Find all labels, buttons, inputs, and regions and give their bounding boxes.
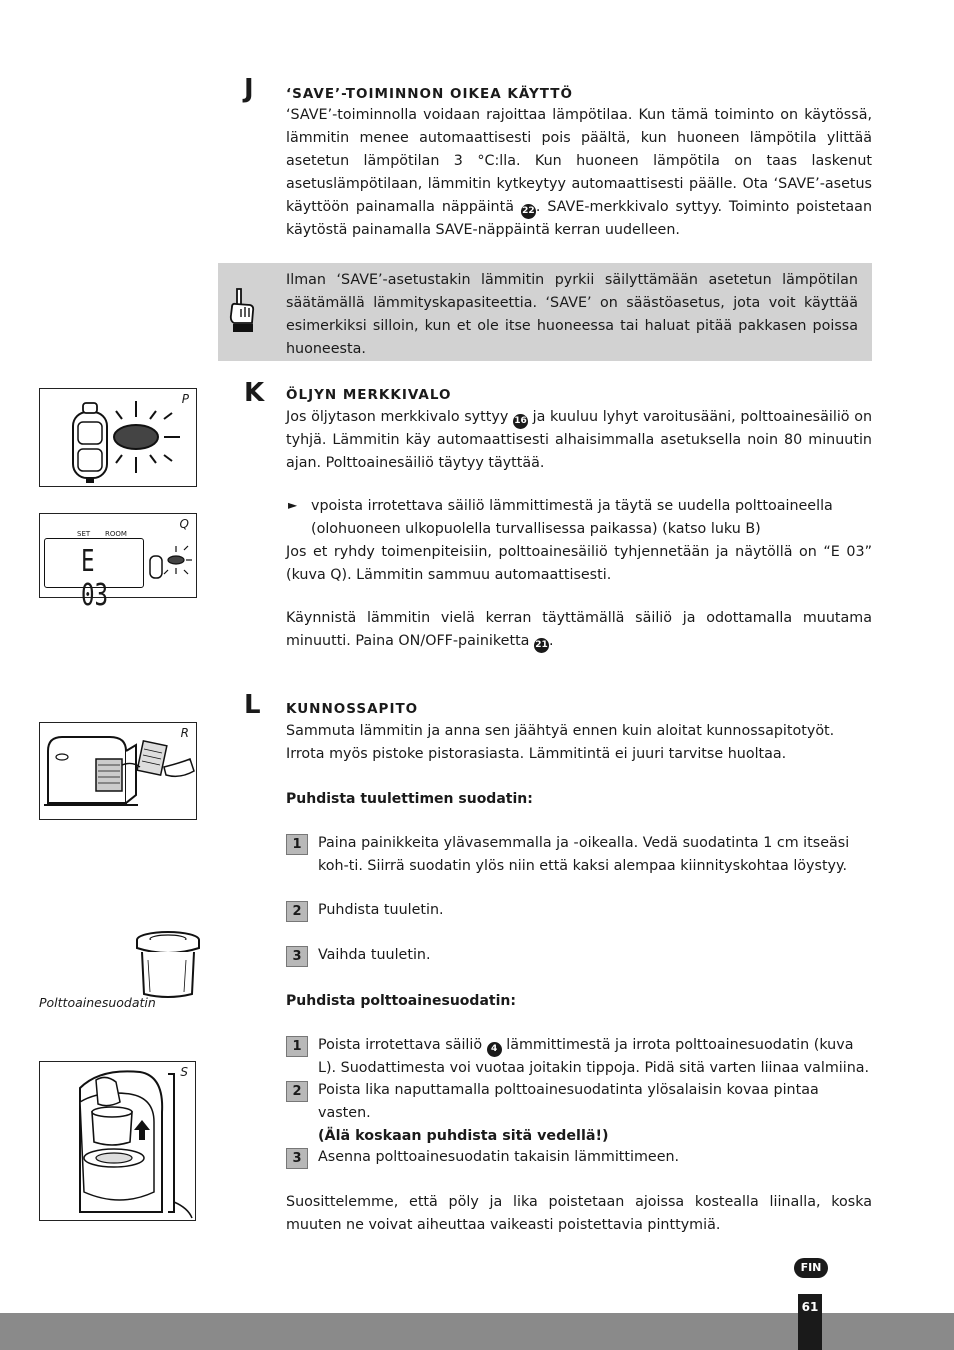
section-heading-oil: ÖLJYN MERKKIVALO xyxy=(286,387,452,403)
maintenance-intro: Sammuta lämmitin ja anna sen jäähtyä ennen kuin aloitat kunnossapitotyöt. Irrota myös pistoke pistorasiasta. Lämmitintä ei juuri tarvitse huoltaa. xyxy=(286,723,835,762)
set-label: SET xyxy=(77,530,91,538)
step-text: Asenna polttoainesuodatin takaisin lämmittimeen. xyxy=(318,1149,680,1165)
language-badge: FIN xyxy=(794,1258,828,1278)
figure-label: Q xyxy=(179,517,189,531)
oil-indicator-illustration xyxy=(40,389,196,486)
ref-badge-21: 21 xyxy=(534,638,549,653)
pointing-hand-icon xyxy=(224,287,258,335)
oil-bullet-text: vpoista irrotettava säiliö lämmittimestä ja täytä se uudella polttoaineella (olohuoneen ulkopuolella turvallisessa paikassa) (katso luku B) xyxy=(311,498,833,537)
fuel-filter-caption: Polttoainesuodatin xyxy=(39,995,156,1010)
section-letter-k: K xyxy=(244,378,265,408)
step-text: Paina painikkeita ylävasemmalla ja -oikealla. Vedä suodatinta 1 cm itseäsi koh-ti. Siirrä suodatin ylös niin että kaksi alempaa kiinnityskohtaa löystyy. xyxy=(318,835,850,874)
step-text: Puhdista tuuletin. xyxy=(318,902,444,918)
step-text: Poista lika naputtamalla polttoainesuodatinta ylösalaisin kovaa pintaa vasten. (Älä koskaan puhdista sitä vedellä!) xyxy=(318,1082,819,1144)
oil-paragraph-3: Käynnistä lämmitin vielä kerran täyttämällä säiliö ja odottamalla muutama minuutti. Paina ON/OFF-painiketta 21. xyxy=(286,607,872,653)
ref-badge-4: 4 xyxy=(487,1042,502,1057)
step-number: 2 xyxy=(286,901,308,922)
note-text: Ilman ‘SAVE’-asetustakin lämmitin pyrkii säilyttämään asetetun lämpötilan säätämällä lämmityskapasiteettia. ‘SAVE’ on säästöasetus, jota voit käyttää esimerkiksi silloin, kun et ole itse huoneessa tai haluat pitää pakkasen poissa huoneesta. xyxy=(286,272,858,357)
fan-filter-illustration xyxy=(40,723,196,819)
step-number: 2 xyxy=(286,1081,308,1102)
ref-badge-22: 22 xyxy=(521,204,536,219)
oil-paragraph-1: Jos öljytason merkkivalo syttyy 16 ja kuuluu lyhyt varoitusääni, polttoainesäiliö on tyhjä. Lämmitin käy automaattisesti alhaisimmalla asetuksella noin 80 minuutin ajan. Polttoainesäiliö täytyy täyttää. xyxy=(286,409,873,471)
fuel-filter-heading: Puhdista polttoainesuodatin: xyxy=(286,993,516,1009)
oil-paragraph-2: Jos et ryhdy toimenpiteisiin, polttoainesäiliö tyhjennetään ja näytöllä on “E 03” (kuva Q). Lämmitin sammuu automaattisesti. xyxy=(286,544,872,583)
step-number: 1 xyxy=(286,834,308,855)
note-box xyxy=(218,263,872,361)
indicator-icon xyxy=(146,540,196,590)
section-heading-maintenance: KUNNOSSAPITO xyxy=(286,701,419,717)
figure-label: R xyxy=(180,726,189,740)
save-paragraph: ‘SAVE’-toiminnolla voidaan rajoittaa lämpötilaa. Kun tämä toiminto on käytössä, lämmitin menee automaattisesti pois päältä, kun huoneen lämpötila ylittää asetetun lämpötilan 3 °C:lla. Kun huoneen lämpötila on taas laskenut asetuslämpötilaan, lämmitin kytkeytyy automaattisesti päälle. Ota ‘SAVE’-asetus käyttöön painamalla näppäintä 22. SAVE-merkkivalo syttyy. Toiminto poistetaan käytöstä painamalla SAVE-näppäintä kerran uudelleen. xyxy=(286,107,873,238)
figure-r xyxy=(39,722,197,820)
display-panel xyxy=(44,530,144,613)
section-letter-l: L xyxy=(244,690,261,720)
figure-p xyxy=(39,388,197,487)
error-code-display: E 03 xyxy=(81,544,109,613)
step-number: 3 xyxy=(286,946,308,967)
section-heading-save: ‘SAVE’-TOIMINNON OIKEA KÄYTTÖ xyxy=(286,86,573,102)
fan-filter-heading: Puhdista tuulettimen suodatin: xyxy=(286,791,533,807)
step-number: 1 xyxy=(286,1036,308,1057)
step-number: 3 xyxy=(286,1148,308,1169)
figure-label: S xyxy=(180,1065,188,1079)
maintenance-closing: Suosittelemme, että pöly ja lika poistetaan ajoissa kostealla liinalla, koska muuten ne voivat aiheuttaa vaikeasti poistettavia pinttymiä. xyxy=(286,1194,872,1233)
fuel-filter-illustration xyxy=(134,928,202,1000)
section-letter-j: J xyxy=(244,74,254,104)
step-text: Poista irrotettava säiliö 4 lämmittimestä ja irrota polttoainesuodatin (kuva L). Suodattimesta voi vuotaa joitakin tippoja. Pidä sitä varten liinaa valmiina. xyxy=(318,1037,870,1076)
bullet-arrow: ► xyxy=(288,498,298,512)
room-label: ROOM xyxy=(105,530,127,538)
step-text: Vaihda tuuletin. xyxy=(318,947,431,963)
ref-badge-16: 16 xyxy=(513,414,528,429)
figure-label: P xyxy=(181,392,189,406)
fuel-filter-install-illustration xyxy=(40,1062,195,1220)
page-number: 61 xyxy=(798,1294,822,1350)
figure-s xyxy=(39,1061,196,1221)
figure-q xyxy=(39,513,197,613)
